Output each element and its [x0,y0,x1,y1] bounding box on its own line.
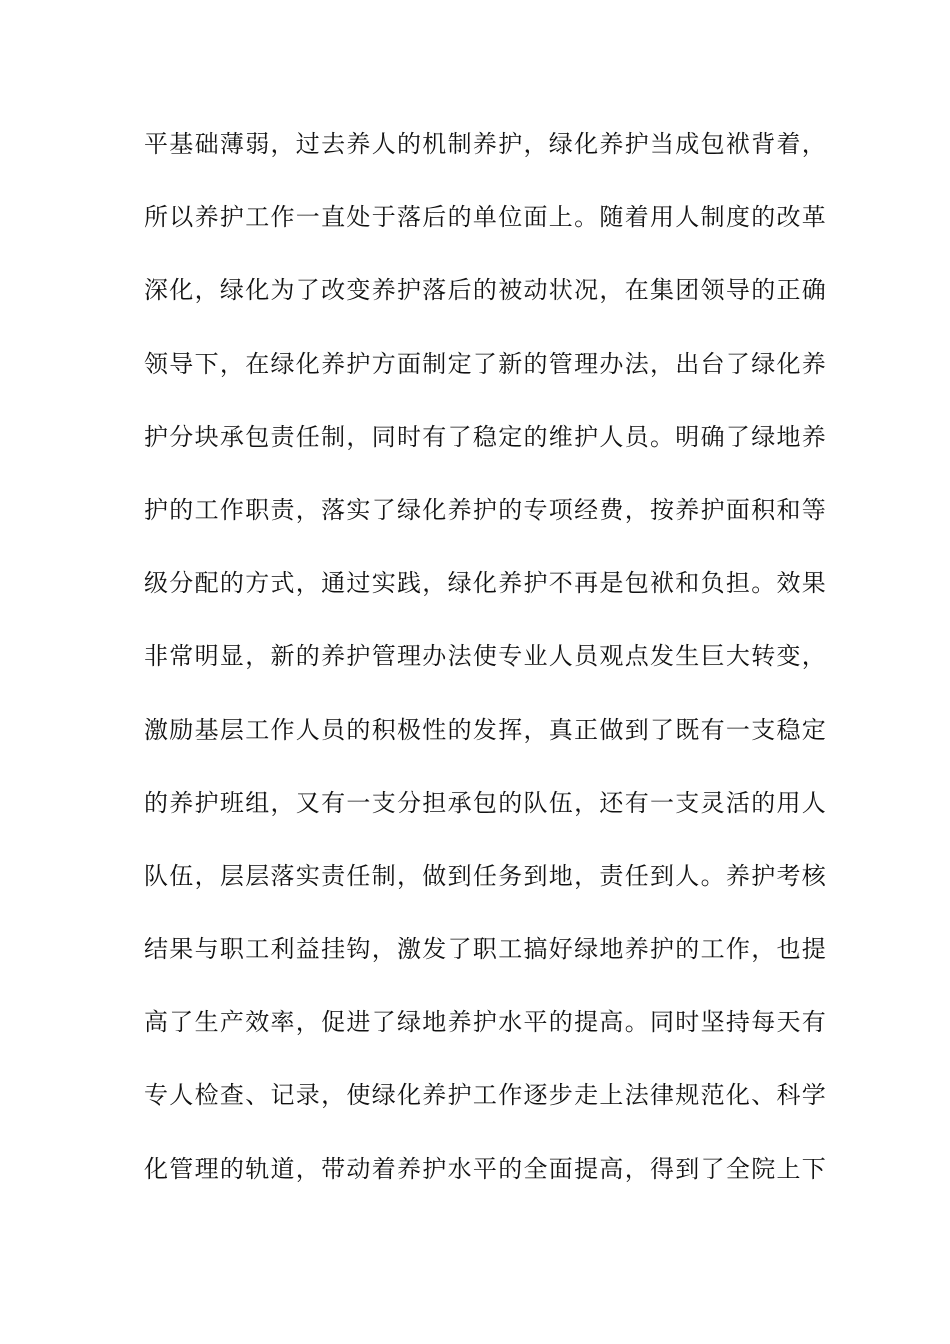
text-line: 化管理的轨道，带动着养护水平的全面提高，得到了全院上下 [144,1154,828,1183]
text-line: 的养护班组，又有一支分担承包的队伍，还有一支灵活的用人 [144,788,828,817]
text-line: 级分配的方式，通过实践，绿化养护不再是包袱和负担。效果 [144,569,828,598]
text-line: 高了生产效率，促进了绿地养护水平的提高。同时坚持每天有 [144,1008,828,1037]
text-line: 结果与职工利益挂钩，激发了职工搞好绿地养护的工作，也提 [144,935,828,964]
text-line: 队伍，层层落实责任制，做到任务到地，责任到人。养护考核 [144,861,828,890]
text-line: 深化，绿化为了改变养护落后的被动状况，在集团领导的正确 [144,276,828,305]
text-line: 专人检查、记录，使绿化养护工作逐步走上法律规范化、科学 [144,1081,828,1110]
text-line: 所以养护工作一直处于落后的单位面上。随着用人制度的改革 [144,203,828,232]
body-paragraph [144,129,828,1227]
text-line: 平基础薄弱，过去养人的机制养护，绿化养护当成包袱背着， [144,130,828,158]
text-line: 领导下，在绿化养护方面制定了新的管理办法，出台了绿化养 [144,349,828,378]
text-line: 激励基层工作人员的积极性的发挥，真正做到了既有一支稳定 [144,715,828,744]
text-line: 非常明显，新的养护管理办法使专业人员观点发生巨大转变， [144,642,828,671]
text-line: 护分块承包责任制，同时有了稳定的维护人员。明确了绿地养 [144,422,828,451]
text-line: 护的工作职责，落实了绿化养护的专项经费，按养护面积和等 [144,495,828,524]
